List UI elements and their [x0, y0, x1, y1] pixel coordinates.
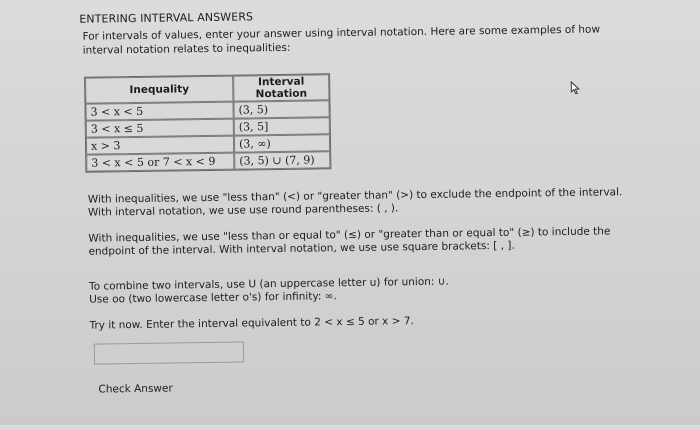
table-row — [86, 151, 330, 171]
inequality-cell: 3 < x ≤ 5 — [86, 119, 234, 138]
interval-cell: (3, 5) ∪ (7, 9) — [234, 151, 330, 169]
exclusive-endpoint-paragraph: With inequalities, we use "less than" (<) or "greater than" (>) to exclude the endpoint of the interval. With interval notation, we use use round parentheses: ( , ). — [87, 186, 623, 219]
inequality-cell: x > 3 — [86, 136, 234, 155]
header-interval-notation: Interval Notation — [233, 74, 329, 101]
interval-cell: (3, 5] — [234, 117, 330, 135]
check-answer-button[interactable]: Check Answer — [98, 382, 173, 396]
mouse-pointer-icon-svg — [570, 81, 582, 95]
union-infinity-paragraph — [89, 273, 649, 307]
infinity-instruction: Use oo (two lowercase letter o's) for infinity: ∞. — [89, 290, 337, 306]
inequality-cell: 3 < x < 5 or 7 < x < 9 — [86, 153, 234, 172]
inclusive-endpoint-paragraph: With inequalities, we use "less than or equal to" (≤) or "greater than or equal to" (≥) to include the endpoint of the interval. With interval notation, we use use square brackets: [ , ]. — [88, 225, 611, 258]
interval-cell: (3, 5) — [233, 100, 329, 118]
intro-text: For intervals of values, enter your answer using interval notation. Here are some examples of how interval notation relates to inequalities: — [82, 23, 601, 57]
union-instruction: To combine two intervals, use U (an uppercase letter u) for union: ∪. — [88, 275, 449, 293]
try-it-prompt: Try it now. Enter the interval equivalent to 2 < x ≤ 5 or x > 7. — [89, 315, 414, 332]
inequality-cell: 3 < x < 5 — [85, 102, 233, 121]
page-title: ENTERING INTERVAL ANSWERS — [79, 10, 254, 26]
answer-input[interactable] — [94, 341, 244, 364]
table-header-row — [85, 74, 329, 103]
header-inequality: Inequality — [85, 76, 233, 104]
interval-examples-table — [84, 73, 331, 172]
interval-cell: (3, ∞) — [234, 134, 330, 152]
